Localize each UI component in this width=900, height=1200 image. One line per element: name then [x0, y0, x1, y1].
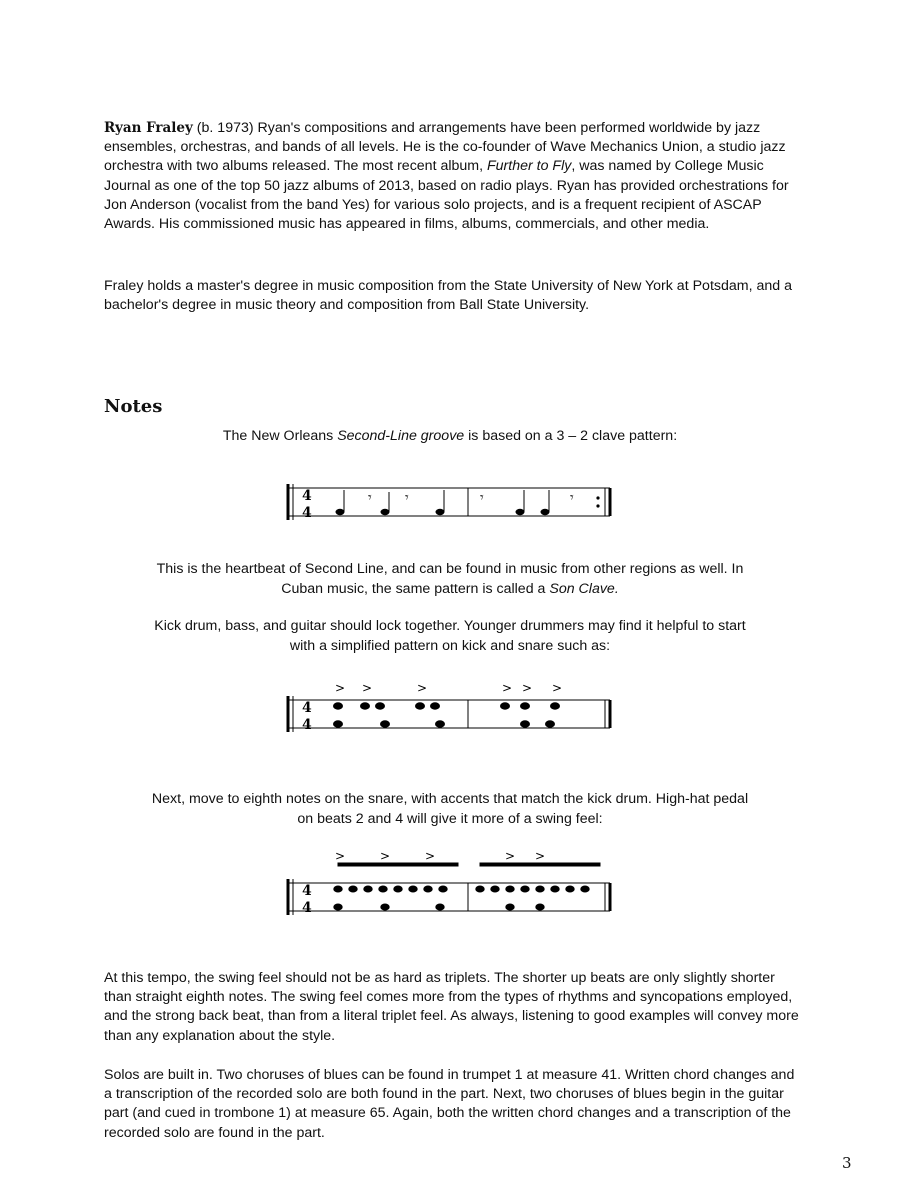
svg-text:>: > [502, 681, 513, 695]
svg-text:>: > [362, 681, 373, 695]
groove-caption [150, 426, 750, 446]
svg-text:>: > [380, 849, 391, 863]
bio-text-1: (b. 1973) Ryan's compositions and arrangements have been performed worldwide by jazz ensembles, orchestras, and bands of all levels. He is the co-founder of Wave Mechanics Union, a studio jazz orchestra with two albums released. The most recent album, [104, 120, 786, 175]
solos-paragraph: Solos are built in. Two choruses of blues can be found in trumpet 1 at measure 41. Written chord changes and a transcription of the recorded solo are both found in the part. Next, two choruses of blues begin in the guitar part (and cued in trombone 1) at measure 65. Again, both the written chord changes and a transcription of the recorded solo are found in the part. [104, 1067, 795, 1141]
son-clave-italic: Son Clave. [549, 581, 619, 597]
svg-text:𝄾: 𝄾 [570, 490, 574, 506]
svg-text:𝄾: 𝄾 [368, 490, 372, 506]
svg-text:>: > [335, 849, 346, 863]
time-sig-bottom: 4 [302, 505, 312, 521]
bio-paragraph [104, 119, 804, 234]
time-sig-top: 4 [302, 488, 312, 504]
bio-name: Ryan Fraley [104, 120, 193, 136]
svg-text:>: > [505, 849, 516, 863]
svg-text:>: > [522, 681, 533, 695]
svg-text:𝄾: 𝄾 [405, 490, 409, 506]
svg-text:>: > [425, 849, 436, 863]
heartbeat-text: This is the heartbeat of Second Line, and can be found in music from other regions as well. In Cuban music, the same pattern is called a [156, 561, 744, 597]
time-sig-top-2: 4 [302, 700, 312, 716]
eighth-caption: Next, move to eighth notes on the snare, with accents that match the kick drum. High-hat pedal on beats 2 and 4 will give it more of a swing feel: [151, 791, 749, 827]
svg-text:>: > [417, 681, 428, 695]
groove-text-1: The New Orleans [222, 428, 338, 444]
svg-text:>: > [552, 681, 563, 695]
heartbeat-caption [150, 559, 750, 599]
svg-text:>: > [535, 849, 546, 863]
page-number: 3 [842, 1154, 852, 1172]
svg-text:𝄾: 𝄾 [480, 490, 484, 506]
svg-text:>: > [335, 681, 346, 695]
kick-caption: Kick drum, bass, and guitar should lock together. Younger drummers may find it helpful to start with a simplified pattern on kick and snare such as: [154, 618, 746, 654]
time-sig-top-3: 4 [302, 883, 312, 899]
notes-heading: Notes [104, 396, 163, 417]
groove-text-2: is based on a 3 – 2 clave pattern: [464, 428, 678, 444]
time-sig-bottom-3: 4 [302, 900, 312, 916]
time-sig-bottom-2: 4 [302, 717, 312, 733]
album-title: Further to Fly [486, 158, 572, 175]
clave-pattern-notation [280, 470, 620, 530]
eighth-note-pattern-notation [280, 849, 620, 945]
simplified-pattern-notation [280, 680, 620, 750]
education-paragraph: Fraley holds a master's degree in music composition from the State University of New York at Potsdam, and a bachelor's degree in music theory and composition from Ball State University. [104, 278, 792, 314]
groove-italic: Second-Line groove [337, 428, 465, 444]
bio-text-2: , was named by College Music Journal as one of the top 50 jazz albums of 2013, based on radio plays. Ryan has provided orchestrations for Jon Anderson (vocalist from the band Yes) for various solo projects, and is a frequent recipient of ASCAP Awards. His commissioned music has appeared in films, albums, commercials, and other media. [104, 158, 789, 233]
tempo-paragraph: At this tempo, the swing feel should not be as hard as triplets. The shorter up beats are only slightly shorter than straight eighth notes. The swing feel comes more from the types of rhythms and syncopations employed, and the strong back beat, than from a literal triplet feel. As always, listening to good examples will convey more than any explanation about the style. [104, 970, 799, 1044]
